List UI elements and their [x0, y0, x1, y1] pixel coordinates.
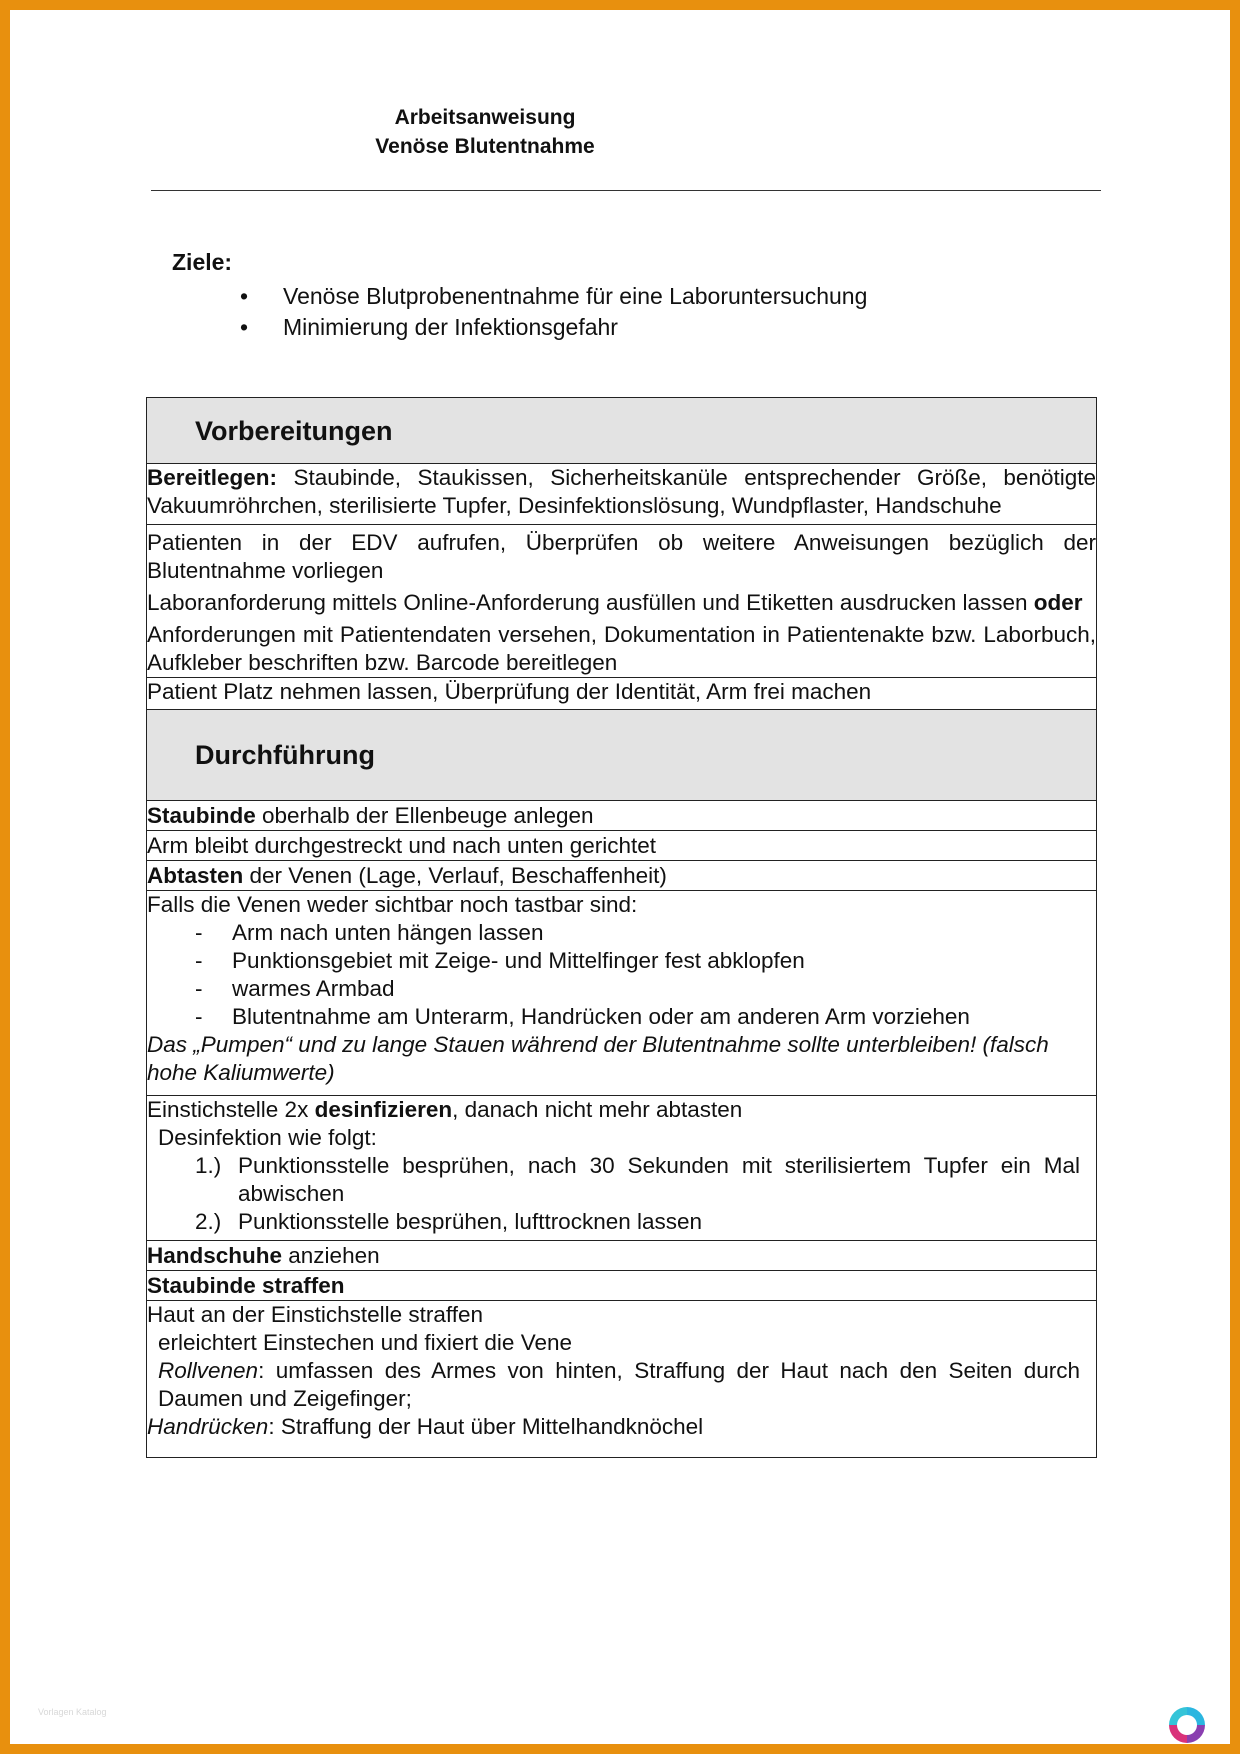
list-item: - Punktionsgebiet mit Zeige- und Mittelfinger fest abklopfen [147, 947, 1096, 975]
paragraph [147, 589, 1096, 617]
list-number: 1.) [195, 1153, 222, 1178]
row-text: Einstichstelle 2x [147, 1097, 315, 1122]
table-row [147, 831, 1097, 861]
list-item: - Blutentnahme am Unterarm, Handrücken oder am anderen Arm vorziehen [147, 1003, 1096, 1031]
paragraph: Patienten in der EDV aufrufen, Überprüfen ob weitere Anweisungen bezüglich der Blutentnahme vorliegen [147, 530, 1096, 583]
exec-row-skin [147, 1301, 1097, 1458]
exec-row-palpate [147, 861, 1097, 891]
paragraph-text: Laboranforderung mittels Online-Anforderung ausfüllen und Etiketten ausdrucken lassen [147, 590, 1034, 615]
section-heading-execution: Durchführung [147, 710, 1097, 801]
bold-word: desinfizieren [314, 1097, 453, 1122]
prep-row-materials [147, 464, 1097, 525]
table-row [147, 861, 1097, 891]
italic-label: Handrücken [147, 1414, 269, 1439]
table-row [147, 1241, 1097, 1271]
exec-row-tourniquet [147, 801, 1097, 831]
table-row [147, 1301, 1097, 1458]
paragraph-text: : Straffung der Haut über Mittelhandknöchel [268, 1414, 704, 1439]
exec-row-veins [147, 891, 1097, 1096]
list-item [147, 1208, 1096, 1236]
table-row [147, 891, 1097, 1096]
paragraph [147, 1413, 1096, 1441]
document-title [290, 103, 680, 161]
exec-row-disinfect [147, 1096, 1097, 1241]
italic-label: Rollvenen [158, 1358, 259, 1383]
goals-heading: Ziele: [172, 249, 233, 275]
bold-label: Abtasten [147, 863, 244, 888]
warning-note: Das „Pumpen“ und zu lange Stauen während der Blutentnahme sollte unterbleiben! (falsch hohe Kaliumwerte) [147, 1032, 1049, 1085]
bold-label: Staubinde [147, 803, 256, 828]
prep-row-documentation [147, 525, 1097, 678]
table-row [147, 464, 1097, 525]
watermark-text: Vorlagen Katalog [38, 1707, 107, 1717]
goals-list [240, 281, 867, 343]
bold-label: Handschuhe [147, 1243, 283, 1268]
numbered-list [147, 1152, 1096, 1236]
site-logo-icon [1165, 1703, 1209, 1747]
paragraph: Haut an der Einstichstelle straffen [147, 1302, 484, 1327]
section-header-row [147, 710, 1097, 801]
dash-list [147, 919, 1096, 1031]
paragraph: Falls die Venen weder sichtbar noch tastbar sind: [147, 892, 638, 917]
row-text: Staubinde, Staukissen, Sicherheitskanüle entsprechender Größe, benötigte Vakuumröhrchen, sterilisierte Tupfer, Desinfektionslösung, Wundpflaster, Handschuhe [147, 465, 1096, 518]
list-number: 2.) [195, 1209, 222, 1234]
list-item: - warmes Armbad [147, 975, 1096, 1003]
row-text: , danach nicht mehr abtasten [452, 1097, 743, 1122]
goal-item: • Minimierung der Infektionsgefahr [240, 312, 867, 343]
table-row [147, 801, 1097, 831]
goal-item: • Venöse Blutprobenentnahme für eine Laboruntersuchung [240, 281, 867, 312]
prep-row-patient: Patient Platz nehmen lassen, Überprüfung der Identität, Arm frei machen [147, 678, 1097, 710]
list-text: Punktionsstelle besprühen, lufttrocknen lassen [238, 1209, 703, 1234]
paragraph [147, 1357, 1096, 1413]
section-heading-preparation: Vorbereitungen [147, 398, 1097, 464]
row-text: der Venen (Lage, Verlauf, Beschaffenheit) [243, 863, 667, 888]
paragraph [147, 1096, 1096, 1124]
list-item: - Arm nach unten hängen lassen [147, 919, 1096, 947]
title-line-2: Venöse Blutentnahme [375, 135, 595, 158]
paragraph: Desinfektion wie folgt: [158, 1125, 377, 1150]
section-header-row [147, 398, 1097, 464]
table-row [147, 525, 1097, 678]
table-row [147, 678, 1097, 710]
bold-label: Bereitlegen: [147, 465, 278, 490]
paragraph: Anforderungen mit Patientendaten versehen, Dokumentation in Patientenakte bzw. Laborbuch, Aufkleber beschriften bzw. Barcode bereitlegen [147, 622, 1096, 675]
exec-row-arm: Arm bleibt durchgestreckt und nach unten gerichtet [147, 831, 1097, 861]
list-text: Punktionsstelle besprühen, nach 30 Sekunden mit sterilisiertem Tupfer ein Mal abwischen [238, 1153, 1080, 1206]
table-row [147, 1096, 1097, 1241]
document-page [10, 10, 1230, 1744]
row-text: oberhalb der Ellenbeuge anlegen [255, 803, 594, 828]
row-text: anziehen [282, 1243, 380, 1268]
exec-row-tighten: Staubinde straffen [147, 1271, 1097, 1301]
exec-row-gloves [147, 1241, 1097, 1271]
paragraph-text: : umfassen des Armes von hinten, Straffung der Haut nach den Seiten durch Daumen und Zeigefinger; [158, 1358, 1080, 1411]
header-divider [151, 190, 1101, 191]
paragraph: erleichtert Einstechen und fixiert die Vene [158, 1330, 572, 1355]
title-line-1: Arbeitsanweisung [394, 106, 576, 129]
table-row [147, 1271, 1097, 1301]
bold-word: oder [1033, 590, 1083, 615]
procedure-table [146, 397, 1097, 1458]
list-item [147, 1152, 1096, 1208]
